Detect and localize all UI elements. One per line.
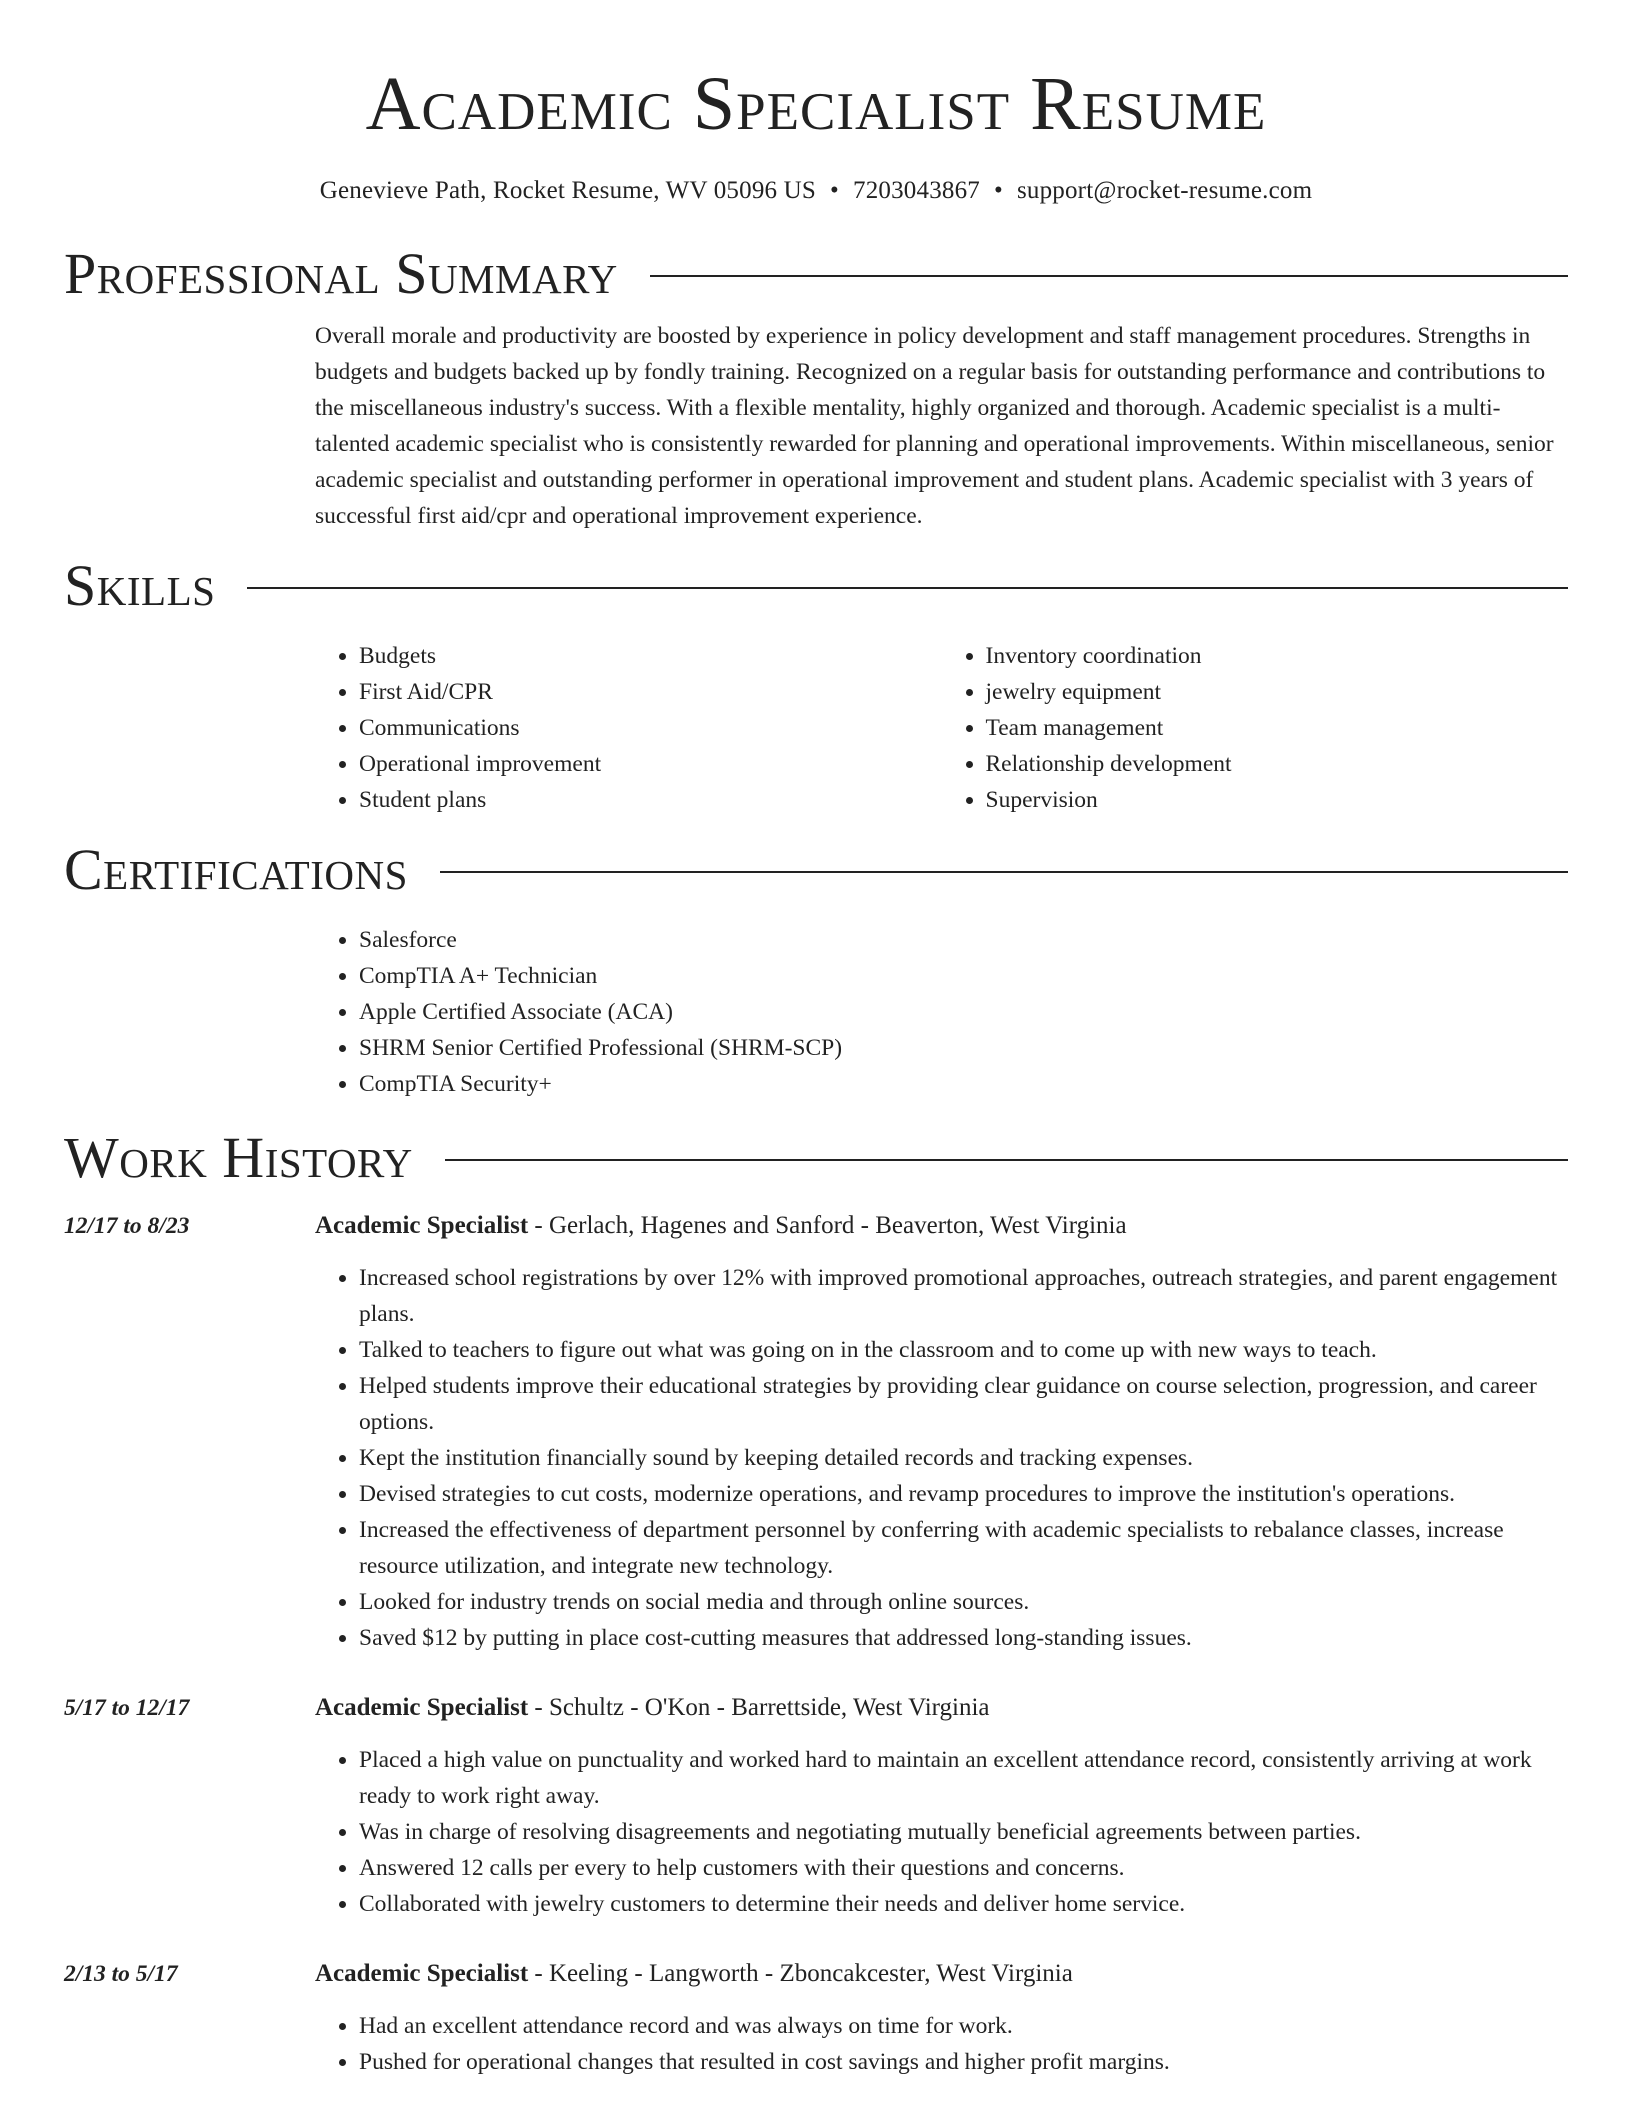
section-divider — [445, 1159, 1568, 1161]
certification-item: • CompTIA A+ Technician — [359, 958, 1568, 994]
skill-item: • Budgets — [359, 638, 942, 674]
skill-item: • Operational improvement — [359, 746, 942, 782]
section-divider — [247, 587, 1568, 589]
separator-dot: • — [830, 177, 839, 204]
contact-line — [0, 176, 1632, 206]
job-dates: 12/17 to 8/23 — [64, 1213, 190, 1239]
summary-header — [64, 241, 1568, 306]
job-bullet: • Increased the effectiveness of department personnel by conferring with academic specialists to rebalance classes, increase resource utilization, and integrate new technology. — [359, 1512, 1568, 1584]
certification-item: • CompTIA Security+ — [359, 1066, 1568, 1102]
skills-list-right — [942, 638, 1569, 818]
job-content — [315, 1956, 1568, 2080]
skill-item: • jewelry equipment — [986, 674, 1569, 710]
job-bullet: • Saved $12 by putting in place cost-cutting measures that addressed long-standing issues. — [359, 1620, 1568, 1656]
certifications-section — [64, 837, 1568, 1102]
resume-title: Academic Specialist Resume — [365, 62, 1267, 146]
contact-phone: 7203043867 — [853, 177, 980, 204]
summary-text: Overall morale and productivity are boosted by experience in policy development and staff management procedures. Strengths in budgets and budgets backed up by fondly training. Recognized on a regular basis for outstanding performance and contributions to the miscellaneous industry's success. With a flexible mentality, highly organized and thorough. Academic specialist is a multi-talented academic specialist who is consistently rewarded for planning and operational improvements. Within miscellaneous, senior academic specialist and outstanding performer in operational improvement and student plans. Academic specialist with 3 years of successful first aid/cpr and operational improvement experience. — [315, 323, 1554, 529]
job-bullets — [315, 1742, 1568, 1922]
job-bullet: • Had an excellent attendance record and was always on time for work. — [359, 2008, 1568, 2044]
summary-heading: Professional Summary — [64, 241, 618, 306]
job-entry — [64, 1956, 1568, 2080]
job-content — [315, 1690, 1568, 1922]
job-bullet: • Looked for industry trends on social media and through online sources. — [359, 1584, 1568, 1620]
job-title: Academic Specialist — [315, 1212, 529, 1239]
job-bullet: • Increased school registrations by over 12% with improved promotional approaches, outreach strategies, and parent engagement plans. — [359, 1260, 1568, 1332]
section-divider — [650, 275, 1568, 277]
separator-dot: • — [994, 177, 1003, 204]
contact-address: Genevieve Path, Rocket Resume, WV 05096 US — [319, 177, 817, 204]
summary-section — [64, 241, 1568, 534]
certification-item: • SHRM Senior Certified Professional (SHRM-SCP) — [359, 1030, 1568, 1066]
job-bullet: • Helped students improve their educational strategies by providing clear guidance on course selection, progression, and career options. — [359, 1368, 1568, 1440]
job-heading — [315, 1956, 1568, 1992]
job-bullets — [315, 1260, 1568, 1656]
certifications-header — [64, 837, 1568, 902]
job-bullet: • Was in charge of resolving disagreements and negotiating mutually beneficial agreements between parties. — [359, 1814, 1568, 1850]
skill-item: • Student plans — [359, 782, 942, 818]
work-history-section — [64, 1125, 1568, 2080]
skills-columns — [315, 638, 1568, 818]
skill-item: • Relationship development — [986, 746, 1569, 782]
job-bullet: • Devised strategies to cut costs, modernize operations, and revamp procedures to improve the institution's operations. — [359, 1476, 1568, 1512]
job-employer: - Gerlach, Hagenes and Sanford - Beaverton, West Virginia — [528, 1212, 1127, 1239]
certification-item: • Apple Certified Associate (ACA) — [359, 994, 1568, 1030]
job-heading — [315, 1208, 1568, 1244]
job-bullet: • Kept the institution financially sound by keeping detailed records and tracking expenses. — [359, 1440, 1568, 1476]
skill-item: • Supervision — [986, 782, 1569, 818]
job-bullet: • Collaborated with jewelry customers to determine their needs and deliver home service. — [359, 1886, 1568, 1922]
job-bullet: • Answered 12 calls per every to help customers with their questions and concerns. — [359, 1850, 1568, 1886]
certification-item: • Salesforce — [359, 922, 1568, 958]
work-history-header — [64, 1125, 1568, 1190]
job-employer: - Keeling - Langworth - Zboncakcester, West Virginia — [528, 1960, 1073, 1987]
skills-heading: Skills — [64, 553, 216, 618]
certifications-heading: Certifications — [64, 837, 408, 902]
section-divider — [440, 871, 1568, 873]
job-bullets — [315, 2008, 1568, 2080]
job-entry — [64, 1690, 1568, 1922]
job-title: Academic Specialist — [315, 1960, 529, 1987]
job-heading — [315, 1690, 1568, 1726]
job-employer: - Schultz - O'Kon - Barrettside, West Virginia — [528, 1694, 990, 1721]
skill-item: • First Aid/CPR — [359, 674, 942, 710]
job-entry — [64, 1208, 1568, 1656]
skill-item: • Inventory coordination — [986, 638, 1569, 674]
skill-item: • Communications — [359, 710, 942, 746]
job-bullet: • Placed a high value on punctuality and worked hard to maintain an excellent attendance record, consistently arriving at work ready to work right away. — [359, 1742, 1568, 1814]
certifications-body — [315, 922, 1568, 1102]
job-title: Academic Specialist — [315, 1694, 529, 1721]
skill-item: • Team management — [986, 710, 1569, 746]
contact-email: support@rocket-resume.com — [1016, 177, 1313, 204]
certifications-list — [315, 922, 1568, 1102]
job-dates: 2/13 to 5/17 — [64, 1961, 178, 1987]
skills-header — [64, 553, 1568, 618]
work-history-heading: Work History — [64, 1125, 413, 1190]
job-dates: 5/17 to 12/17 — [64, 1695, 190, 1721]
job-bullet: • Talked to teachers to figure out what was going on in the classroom and to come up with new ways to teach. — [359, 1332, 1568, 1368]
job-bullet: • Pushed for operational changes that resulted in cost savings and higher profit margins. — [359, 2044, 1568, 2080]
skills-list-left — [315, 638, 942, 818]
skills-section — [64, 553, 1568, 818]
job-content — [315, 1208, 1568, 1656]
